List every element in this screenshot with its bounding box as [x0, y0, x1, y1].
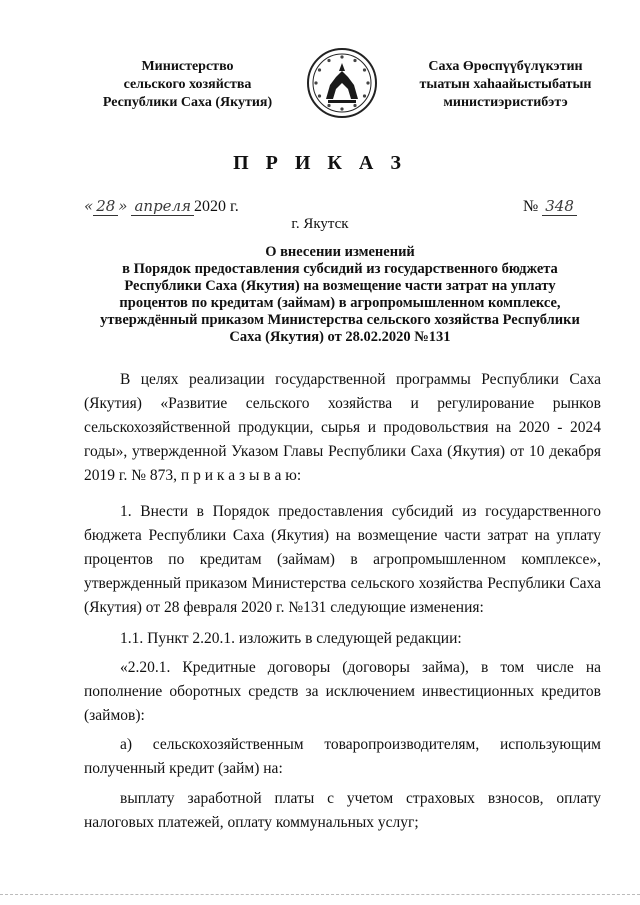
- subject-line: процентов по кредитам (займам) в агропромышленном комплексе,: [119, 295, 561, 311]
- paragraph-subitem-a: а) сельскохозяйственным товаропроизводителям, использующим полученный кредит (займ) на:: [84, 736, 601, 777]
- subject-line: в Порядок предоставления субсидий из государственного бюджета: [122, 261, 558, 277]
- number-value: 348: [542, 197, 577, 216]
- ministry-name-line: Республики Саха (Якутия): [102, 95, 273, 110]
- paragraph-item-1-1: 1.1. Пункт 2.20.1. изложить в следующей редакции:: [120, 630, 462, 647]
- number-prefix: №: [523, 198, 539, 215]
- body-text: [84, 733, 601, 781]
- body-text: [84, 368, 601, 488]
- ministry-name-line: Министерство: [141, 59, 234, 74]
- body-text: [84, 500, 601, 620]
- subject-line: Республики Саха (Якутия) на возмещение части затрат на уплату: [124, 278, 556, 294]
- paragraph-preamble: В целях реализации государственной программы Республики Саха (Якутия) «Развитие сельского хозяйства и регулирование рынков сельскохозяйственной продукции, сырья и продовольствия на 2020 - 2024 годы», утвержденной Указом Главы Республики Саха (Якутия) от 10 декабря 2019 г. № 873, п р и к а з ы в а ю:: [84, 371, 601, 484]
- order-subject: [95, 244, 585, 346]
- coat-of-arms-emblem: [306, 47, 378, 119]
- body-text: [84, 627, 601, 651]
- date-open-quote: «: [84, 197, 94, 215]
- subject-line: Саха (Якутия) от 28.02.2020 №131: [229, 329, 451, 345]
- subject-line: утверждённый приказом Министерства сельского хозяйства Республики: [100, 312, 580, 328]
- paragraph-payments: выплату заработной платы с учетом страховых взносов, оплату налоговых платежей, оплату коммунальных услуг;: [84, 790, 601, 831]
- ministry-name-line: тыатын хаһаайыстыбатын: [419, 77, 592, 92]
- subject-line: О внесении изменений: [265, 244, 415, 260]
- date-month: апреля: [131, 197, 194, 216]
- paragraph-item-1: 1. Внести в Порядок предоставления субсидий из государственного бюджета Республики Саха (Якутия) на возмещение части затрат на уплату процентов по кредитам (займам) в агропромышленном комплексе», утвержденный приказом Министерства сельского хозяйства Республики Саха (Якутия) от 28 февраля 2020 г. №131 следующие изменения:: [84, 503, 601, 616]
- city: г. Якутск: [291, 216, 349, 232]
- date-day: 28: [93, 197, 118, 216]
- ministry-name-line: Саха Өрөспүүбүлүкэтин: [428, 59, 583, 74]
- date-year: 2020 г.: [194, 198, 239, 215]
- body-text: [84, 787, 601, 835]
- scan-edge-line: [0, 894, 640, 895]
- paragraph-clause-2-20-1: «2.20.1. Кредитные договоры (договоры займа), в том числе на пополнение оборотных средств за исключением инвестиционных кредитов (займов):: [84, 659, 601, 724]
- ministry-name-russian: [85, 58, 290, 112]
- ministry-name-line: сельского хозяйства: [123, 77, 252, 92]
- document-title: П Р И К А З: [233, 152, 407, 174]
- body-text: [84, 656, 601, 728]
- date-close-quote: »: [118, 197, 128, 215]
- ministry-name-line: министиэристибэтэ: [443, 95, 568, 110]
- ministry-name-yakut: [408, 58, 603, 112]
